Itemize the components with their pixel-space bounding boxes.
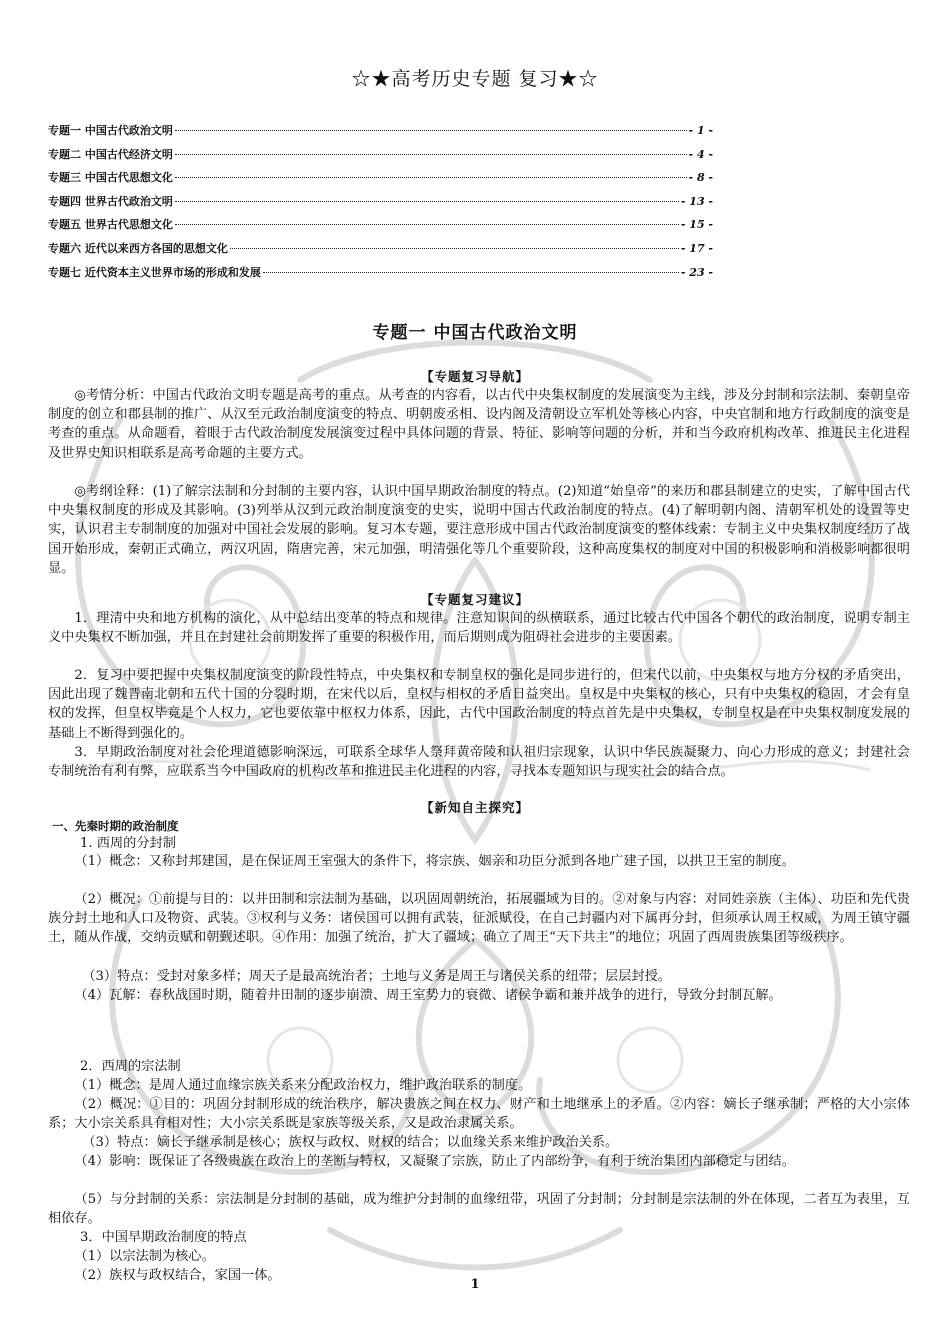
zongfa-title: 2．西周的宗法制 (80, 1059, 181, 1074)
toc-entry[interactable] (48, 146, 713, 170)
section-title: 专题一 中国古代政治文明 (372, 323, 578, 343)
toc-dot-leader (175, 130, 687, 131)
toc-entry-page: - 13 - (680, 194, 713, 208)
toc-entry-label: 专题五 世界古代思想文化 (48, 218, 173, 232)
toc-entry-label: 专题二 中国古代经济文明 (48, 147, 173, 161)
document-title: ☆★高考历史专题 复习★☆ (351, 68, 599, 90)
zongfa-impact: （4）影响：既保证了各级贵族在政治上的垄断与特权，又凝聚了宗族，防止了内部纷争，有利于统治集团内部稳定与团结。 (74, 1154, 795, 1169)
features-item-1: （1）以宗法制为核心。 (74, 1249, 215, 1264)
toc-dot-leader (175, 201, 679, 202)
toc-entry[interactable] (48, 193, 713, 217)
toc-entry[interactable] (48, 169, 713, 193)
zongfa-relation: （5）与分封制的关系：宗法制是分封制的基础，成为维护分封制的血缘纽带，巩固了分封制；分封制是宗法制的外在体现，二者互为表里，互相依存。 (48, 1192, 910, 1227)
fengjian-features: （3）特点：受封对象多样；周天子是最高统治者；土地与义务是周王与诸侯关系的纽带；层层封授。 (82, 969, 671, 984)
fengjian-title: 1. 西周的分封制 (80, 836, 176, 851)
toc-entry-label: 专题六 近代以来西方各国的思想文化 (48, 241, 228, 255)
zongfa-concept: （1）概念：是周人通过血缘宗族关系来分配政治权力，维护政治联系的制度。 (74, 1078, 532, 1093)
toc-entry-page: - 4 - (688, 147, 713, 161)
advice-paragraph-3: 3．早期政治制度对社会伦理道德影响深远，可联系全球华人祭拜黄帝陵和认祖归宗现象，认识中华民族凝聚力、向心力形成的意义；封建社会专制统治有利有弊，应联系当今中国政府的机构改革和推进民主化进程的内容，寻找本专题知识与现实社会的结合点。 (48, 745, 910, 780)
part-heading-pre-qin: 一、先秦时期的政治制度 (52, 819, 179, 833)
advice-paragraph-2: 2．复习中要把握中央集权制度演变的阶段性特点，中央集权和专制皇权的强化是同步进行的，但宋代以前，中央集权与地方分权的矛盾突出，因此出现了魏晋南北朝和五代十国的分裂时期，在宋代以后，皇权与相权的矛盾日益突出。皇权是中央集权的核心，只有中央集权的稳固，才会有皇权的发挥，但皇权毕竟是个人权力，它也要依靠中枢权力体系，因此，古代中国政治制度的特点首先是中央集权，专制皇权是在中央集权制度发展的基础上不断得到强化的。 (48, 668, 910, 741)
guide-paragraph-exam-analysis: ◎考情分析：中国古代政治文明专题是高考的重点。从考查的内容看，以古代中央集权制度的发展演变为主线，涉及分封制和宗法制、秦朝皇帝制度的创立和郡县制的推广、从汉至元政治制度演变的特点、明朝废丞相、设内阁及清朝设立军机处等核心内容，中央官制和地方行政制度的演变是考查的重点。从命题看，着眼于古代政治制度发展演变过程中具体问题的背景、特征、影响等问题的分析，并和当今政府机构改革、推进民主化进程及世界史知识相联系是高考命题的主要方式。 (48, 388, 910, 461)
toc-dot-leader (263, 272, 679, 273)
toc-entry-label: 专题一 中国古代政治文明 (48, 124, 173, 137)
toc-dot-leader (175, 224, 679, 225)
explore-heading: 【新知自主探究】 (420, 800, 529, 815)
features-item-2: （2）族权与政权结合，家国一体。 (74, 1268, 281, 1283)
toc-entry-label: 专题四 世界古代政治文明 (48, 194, 173, 208)
guide-paragraph-syllabus: ◎考纲诠释：(1)了解宗法制和分封制的主要内容，认识中国早期政治制度的特点。(2)知道“始皇帝”的来历和郡县制建立的史实，了解中国古代中央集权制度的形成及其影响。(3)列举从汉到元政治制度演变的史实，说明中国古代政治制度的特点。(4)了解明朝内阁、清朝军机处的设置等史实，认识君主专制制度的加强对中国社会发展的影响。复习本专题，要注意形成中国古代政治制度演变的整体线索：专制主义中央集权制度经历了战国开始形成，秦朝正式确立，两汉巩固，隋唐完善，宋元加强，明清强化等几个重要阶段，这种高度集权的制度对中国的积极影响和消极影响都很明显。 (48, 484, 910, 576)
toc-entry[interactable] (48, 240, 713, 264)
zongfa-features: （3）特点：嫡长子继承制是核心；族权与政权、财权的结合；以血缘关系来维护政治关系。 (82, 1135, 619, 1150)
guide-heading: 【专题复习导航】 (420, 369, 529, 384)
fengjian-concept: （1）概念：又称封邦建国，是在保证周王室强大的条件下，将宗族、姻亲和功臣分派到各地广建子国，以拱卫王室的制度。 (74, 854, 795, 869)
toc-entry[interactable] (48, 264, 713, 288)
advice-paragraph-1: 1．理清中央和地方机构的演化，从中总结出变革的特点和规律。注意知识间的纵横联系，通过比较古代中国各个朝代的政治制度，说明专制主义中央集权不断加强，并且在封建社会前期发挥了重要的积极作用，而后期则成为阻碍社会进步的主要因素。 (48, 611, 910, 646)
toc-dot-leader (230, 248, 679, 249)
toc-entry-page: - 8 - (688, 171, 713, 185)
fengjian-overview: （2）概况：①前提与目的：以井田制和宗法制为基础，以巩固周朝统治，拓展疆域为目的。②对象与内容：对同姓亲族（主体）、功臣和先代贵族分封土地和人口及物资、武装。③权利与义务：诸侯国可以拥有武装，征派赋役，在自己封疆内对下属再分封，但须承认周王权威，为周王镇守疆土，随从作战，交纳贡赋和朝觐述职。④作用：加强了统治，扩大了疆域；确立了周王“天下共主”的地位；巩固了西周贵族集团等级秩序。 (48, 892, 910, 946)
toc-entry-page: - 23 - (680, 265, 713, 279)
advice-heading: 【专题复习建议】 (420, 592, 529, 607)
toc-entry[interactable] (48, 122, 713, 146)
toc-entry-page: - 17 - (680, 241, 713, 255)
toc-dot-leader (175, 154, 687, 155)
toc-entry-label: 专题七 近代资本主义世界市场的形成和发展 (48, 265, 261, 279)
table-of-contents (48, 122, 713, 287)
zongfa-overview: （2）概况：①目的：巩固分封制形成的统治秩序，解决贵族之间在权力、财产和土地继承上的矛盾。②内容：嫡长子继承制；严格的大小宗体系；大小宗关系具有相对性；大小宗关系既是家族等级关系，又是政治隶属关系。 (48, 1097, 910, 1132)
toc-entry-page: - 15 - (680, 218, 713, 232)
toc-entry[interactable] (48, 216, 713, 240)
toc-entry-page: - 1 - (688, 124, 713, 137)
toc-entry-label: 专题三 中国古代思想文化 (48, 171, 173, 185)
page-number: 1 (470, 1277, 480, 1292)
toc-dot-leader (175, 177, 687, 178)
fengjian-collapse: （4）瓦解：春秋战国时期，随着井田制的逐步崩溃、周王室势力的衰微、诸侯争霸和兼并战争的进行，导致分封制瓦解。 (74, 988, 782, 1003)
features-title: 3．中国早期政治制度的特点 (80, 1230, 247, 1245)
